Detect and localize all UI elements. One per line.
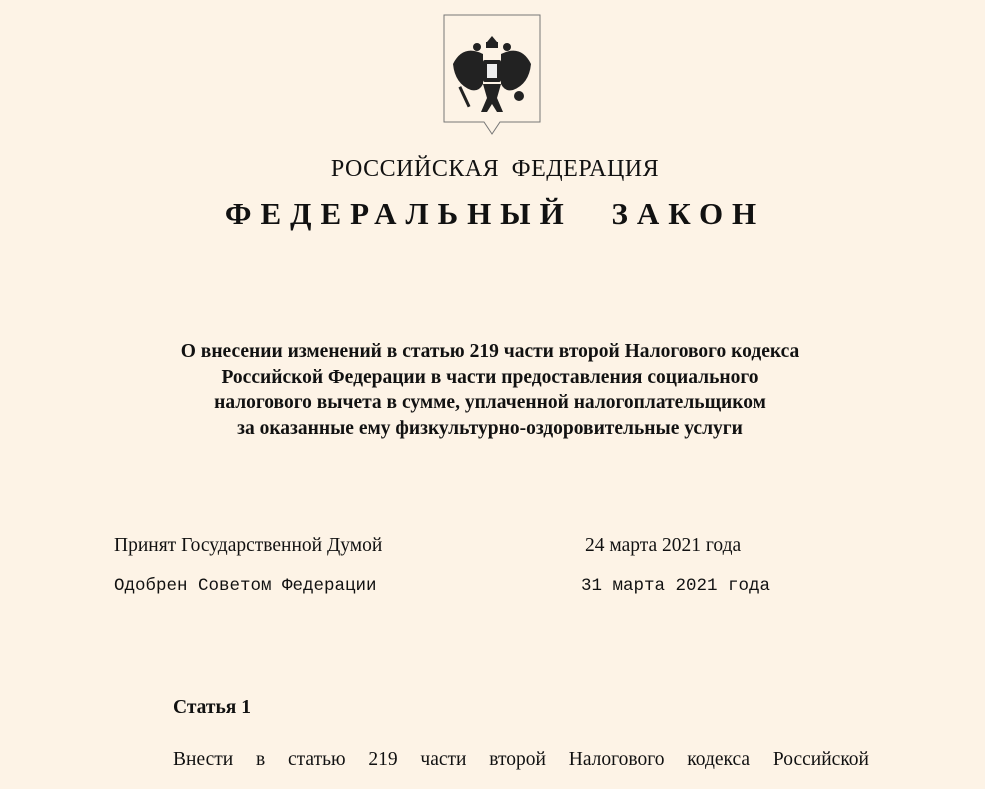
law-subject-title [0,339,980,441]
council-approval-label: Одобрен Советом Федерации [114,576,377,596]
country-name: РОССИЙСКАЯ ФЕДЕРАЦИЯ [330,156,660,182]
article-text: Внести в статью 219 части второй Налогового кодекса Российской [173,749,869,770]
council-approval-date: 31 марта 2021 года [581,576,771,596]
subject-line: налогового вычета в сумме, уплаченной налогоплательщиком [214,392,766,413]
subject-line: О внесении изменений в статью 219 части второй Налогового кодекса [180,341,800,362]
duma-adoption-label: Принят Государственной Думой [114,535,383,556]
subject-line: за оказанные ему физкультурно-оздоровительные услуги [237,417,743,439]
document-type-title: ФЕДЕРАЛЬНЫЙ ЗАКОН [224,196,766,231]
duma-adoption-date: 24 марта 2021 года [585,535,742,556]
coat-of-arms-emblem [443,14,541,136]
article-heading: Статья 1 [173,697,251,718]
subject-line: Российской Федерации в части предоставления социального [221,366,759,388]
